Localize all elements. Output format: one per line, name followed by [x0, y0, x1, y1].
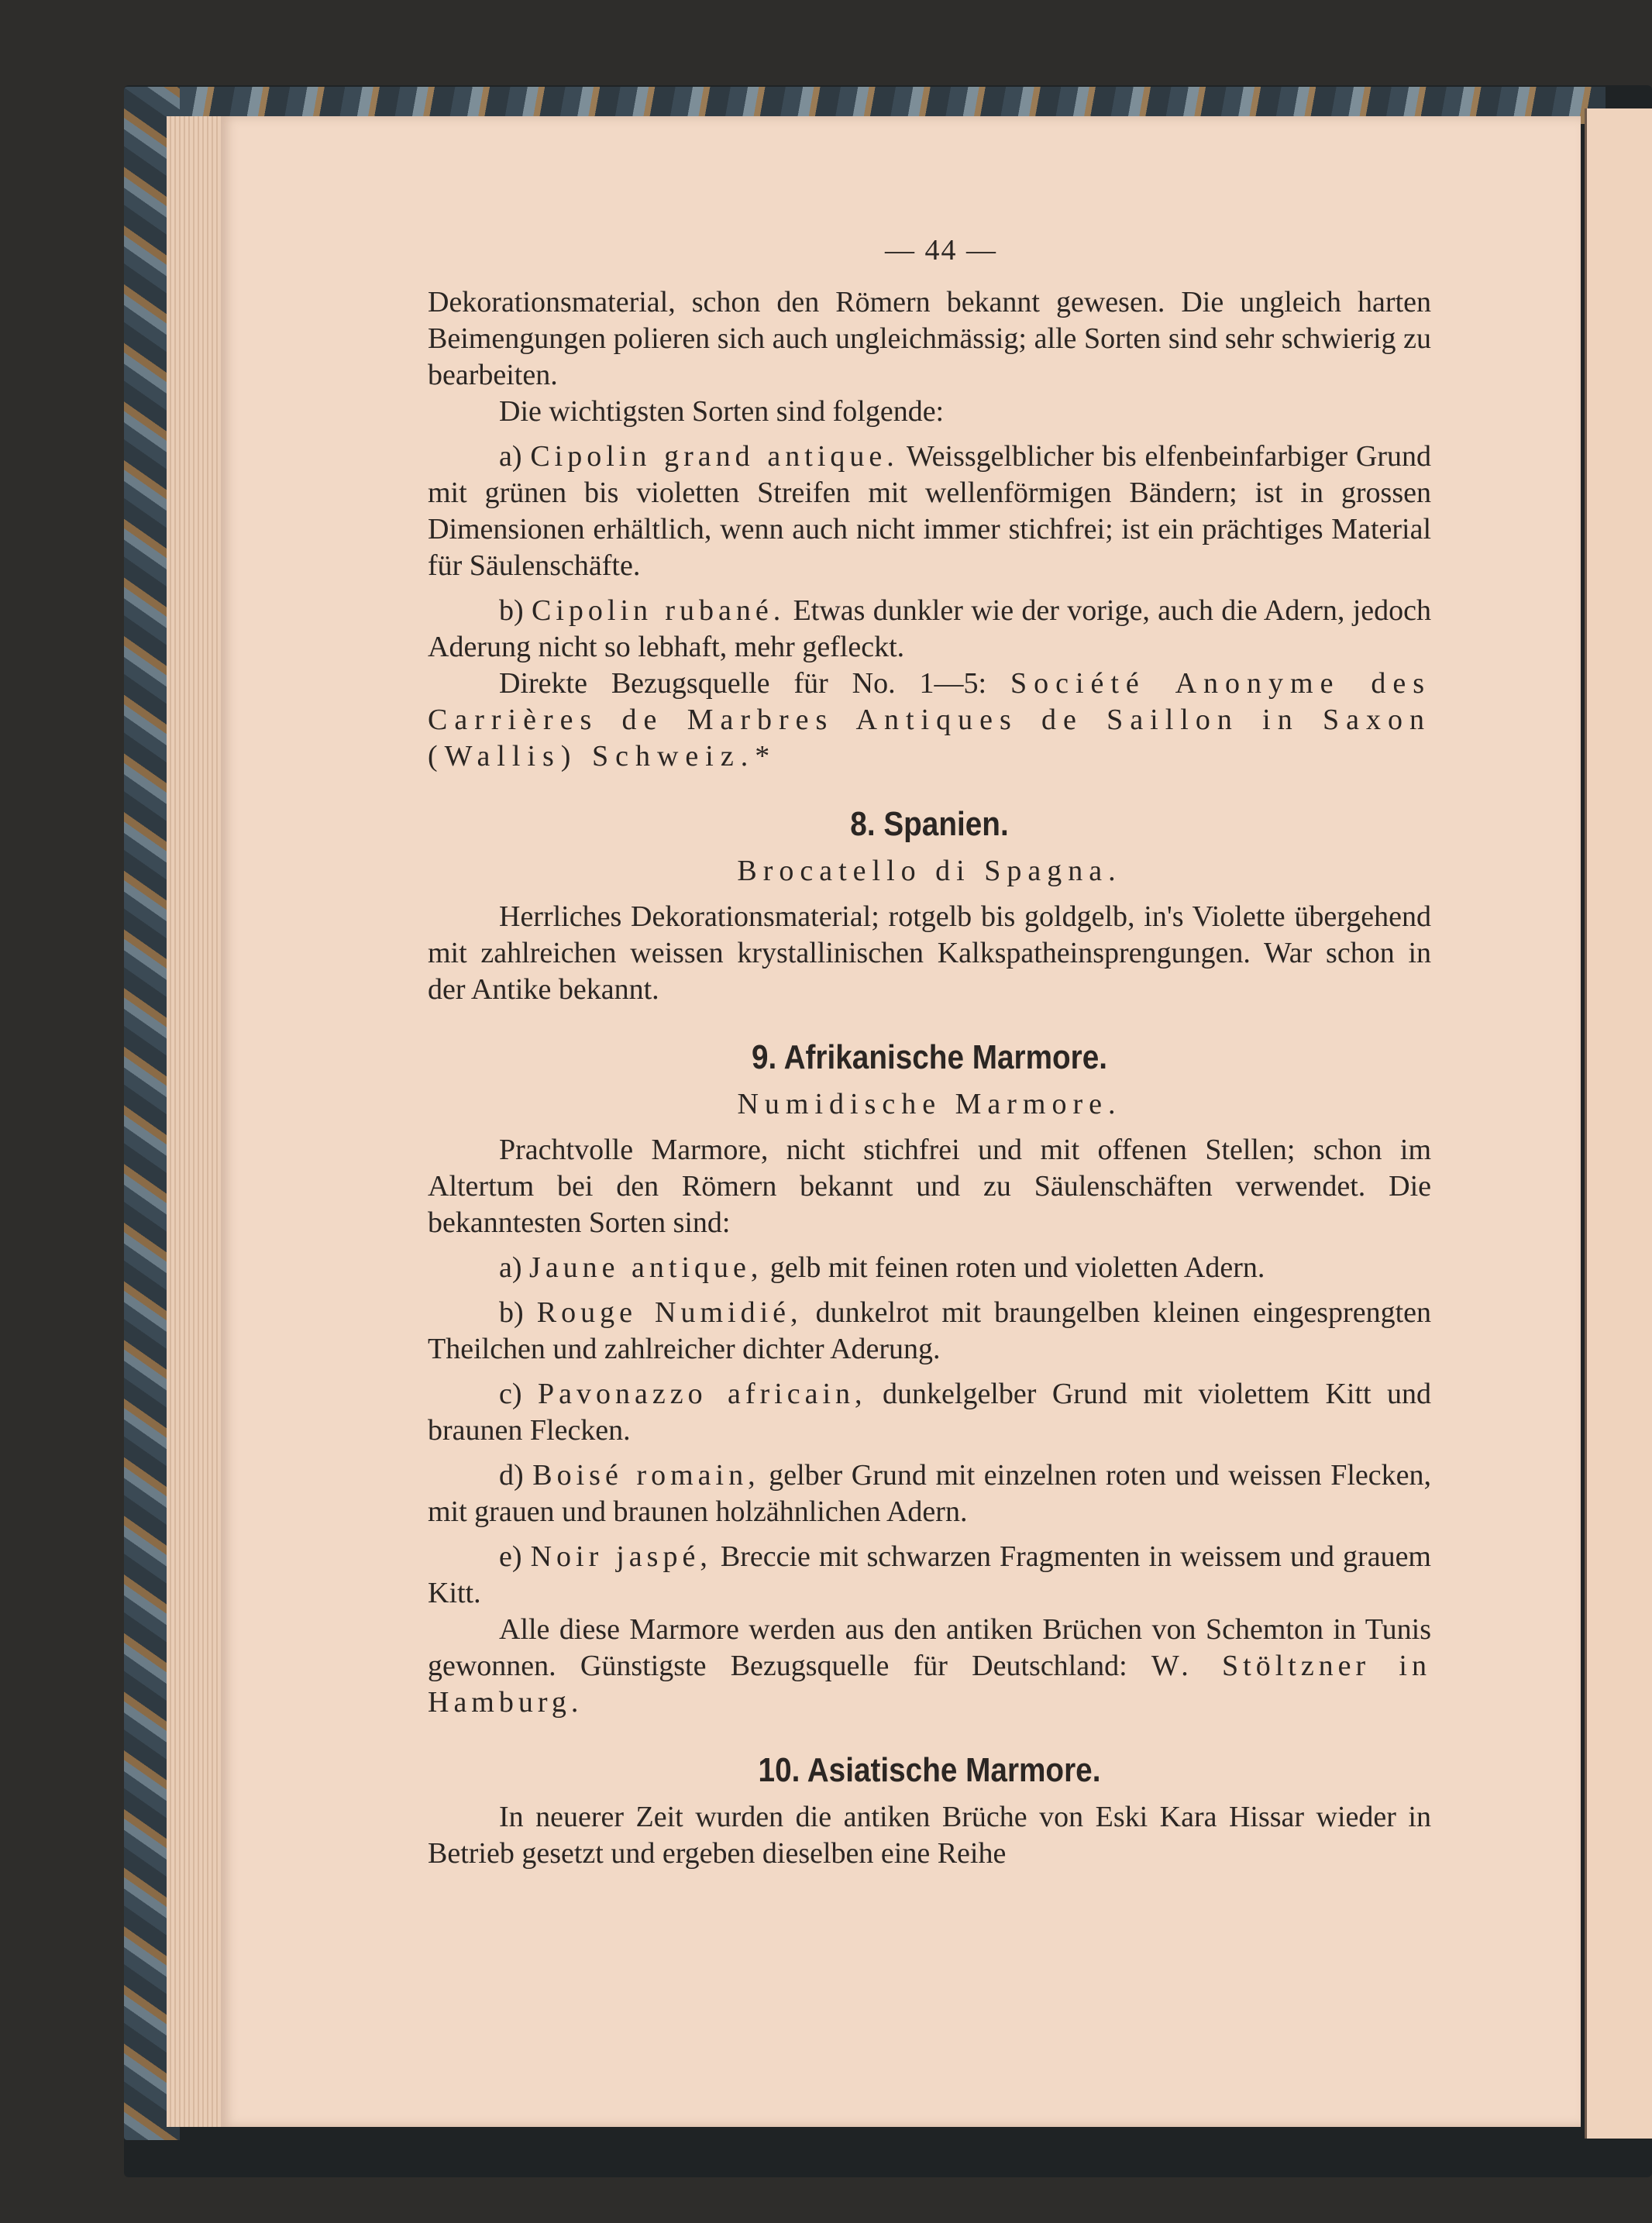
marble-name: Noir jaspé,	[530, 1540, 712, 1573]
list-item	[428, 1539, 1431, 1612]
item-label: d)	[499, 1459, 524, 1492]
marble-name: Jaune antique,	[529, 1251, 763, 1284]
source-name: Société Anonyme des Carrières de Marbres Antiques de Saillon in Saxon (Wallis) Schweiz.*	[428, 667, 1432, 773]
facing-page-edge	[1585, 108, 1652, 2139]
section-subheading-9: Numidische Marmore.	[737, 1088, 1122, 1120]
item-label: e)	[499, 1540, 522, 1573]
section-heading-9: 9. Afrikanische Marmore.	[751, 1038, 1108, 1076]
list-item	[428, 1295, 1431, 1368]
item-text: Weissgelblicher bis elfenbeinfarbiger Grund mit grünen bis violetten Streifen mit wellenförmigen Bändern; ist in grossen Dimensionen erhältlich, wenn auch nicht immer stichfrei; ist ein prächtiges Material für Säulenschäfte.	[428, 440, 1432, 582]
closing-text: Alle diese Marmore werden aus den antiken Brüchen von Schemton in Tunis gewonnen. Günstigste Bezugsquelle für Deutschland:	[428, 1613, 1431, 1682]
source-prefix: Direkte Bezugsquelle für No. 1—5:	[499, 667, 987, 700]
item-text: gelber Grund mit einzelnen roten und weissen Flecken, mit grauen und braunen holzähnlichen Adern.	[428, 1459, 1431, 1528]
item-text: dunkelrot mit braungelben kleinen eingesprengten Theilchen und zahlreicher dichter Aderung.	[428, 1296, 1431, 1365]
section-heading-8: 8. Spanien.	[850, 805, 1009, 843]
marble-name: Boisé romain,	[532, 1459, 760, 1492]
item-label: a)	[499, 440, 522, 473]
paragraph-afrika-closing	[428, 1612, 1431, 1721]
marble-name: Cipolin grand antique.	[530, 440, 899, 473]
item-text: gelb mit feinen roten und violetten Adern.	[769, 1251, 1265, 1284]
list-item	[428, 1250, 1431, 1286]
item-label: b)	[499, 1296, 524, 1329]
marble-name: Rouge Numidié,	[536, 1296, 803, 1329]
paragraph-asien: In neuerer Zeit wurden die antiken Brüche von Eski Kara Hissar wieder in Betrieb gesetzt und ergeben dieselben eine Reihe	[428, 1801, 1431, 1870]
item-label: b)	[499, 594, 524, 627]
page-number: — 44 —	[885, 234, 997, 267]
section-heading-10: 10. Asiatische Marmore.	[758, 1751, 1101, 1789]
marble-name: Cipolin rubané.	[532, 594, 786, 627]
paragraph-afrika-intro: Prachtvolle Marmore, nicht stichfrei und mit offenen Stellen; schon im Altertum bei den Römern bekannt und zu Säulenschäften verwendet. Die bekanntesten Sorten sind:	[428, 1134, 1431, 1239]
list-item-a	[428, 439, 1431, 584]
item-label: c)	[499, 1378, 522, 1410]
page-edges	[167, 116, 229, 2127]
text-column	[428, 232, 1431, 1872]
item-text: Breccie mit schwarzen Fragmenten in weissem und grauem Kitt.	[428, 1540, 1431, 1609]
section-subheading-8: Brocatello di Spagna.	[737, 855, 1122, 887]
paragraph-source	[428, 666, 1431, 775]
list-item	[428, 1376, 1431, 1449]
marble-name: Pavonazzo africain,	[537, 1378, 867, 1410]
paragraph-spanien: Herrliches Dekorationsmaterial; rotgelb bis goldgelb, in's Violette übergehend mit zahlreichen weissen krystallinischen Kalkspatheinsprengungen. War schon in der Antike bekannt.	[428, 900, 1431, 1006]
item-label: a)	[499, 1251, 522, 1284]
closing-source: W. Stöltzner in Hamburg.	[428, 1650, 1431, 1719]
paragraph-sorts-intro: Die wichtigsten Sorten sind folgende:	[499, 395, 945, 428]
item-text: dunkelgelber Grund mit violettem Kitt und braunen Flecken.	[428, 1378, 1432, 1447]
list-item	[428, 1457, 1431, 1530]
item-text: Etwas dunkler wie der vorige, auch die Adern, jedoch Aderung nicht so lebhaft, mehr gefleckt.	[428, 594, 1432, 663]
paragraph-intro: Dekorationsmaterial, schon den Römern bekannt gewesen. Die ungleich harten Beimengungen polieren sich auch ungleichmässig; alle Sorten sind sehr schwierig zu bearbeiten.	[428, 286, 1431, 391]
list-item-b	[428, 593, 1431, 666]
